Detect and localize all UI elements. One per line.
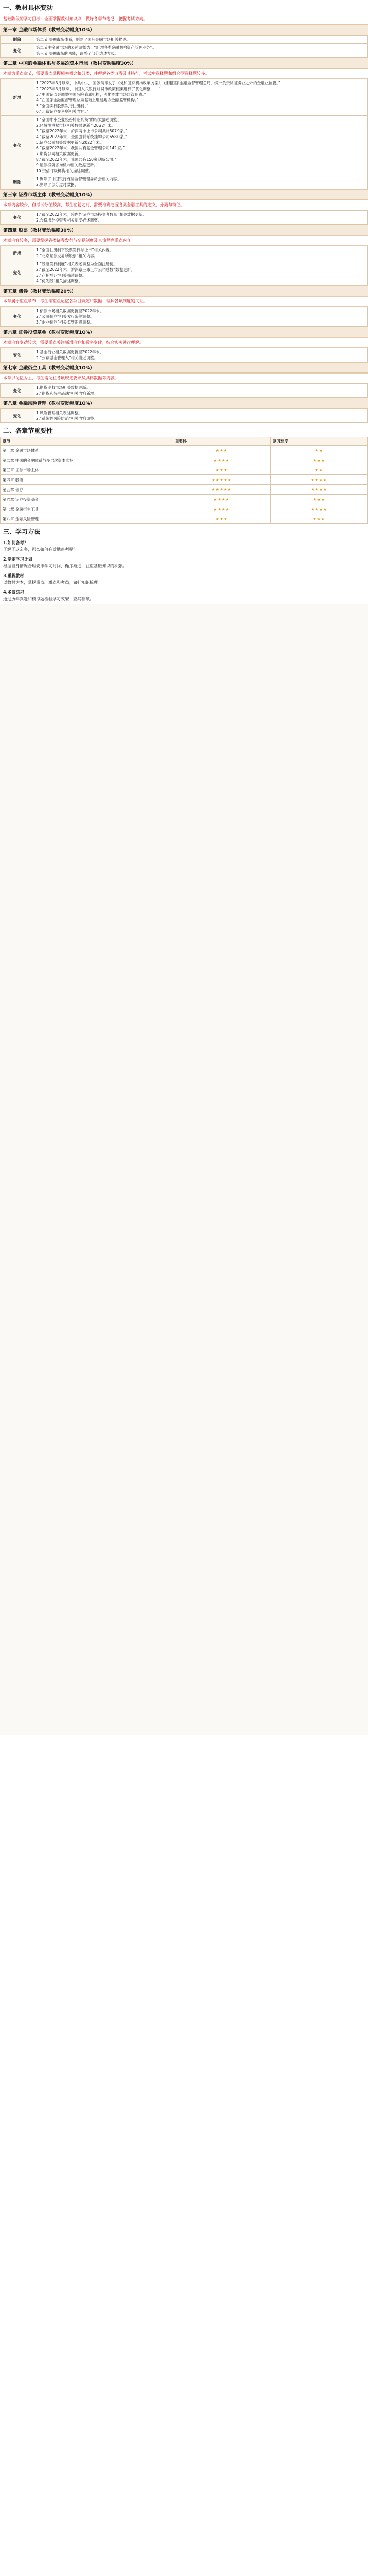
continuation-spacer bbox=[0, 604, 368, 613]
change-type: 变化 bbox=[1, 116, 34, 175]
qa-answer: 以教材为本，掌握重点、难点和考点，做好知识梳理。 bbox=[3, 580, 102, 585]
change-line: 2.“公司债券”相关发行条件调整。 bbox=[36, 314, 94, 319]
chapter-title: 第六章 证券投资基金（教材变动幅度10%） bbox=[0, 327, 368, 337]
importance-row bbox=[1, 475, 368, 485]
importance-chapter: 第二章 中国的金融体系与多层次资本市场 bbox=[1, 455, 173, 465]
difficulty-stars: ★★ bbox=[271, 446, 368, 455]
qa-question: 1.如何备考？ bbox=[3, 540, 28, 545]
change-line: 第二节中金融市场的表述调整为：“新增各类金融机构资产管理业务”。 bbox=[36, 45, 156, 50]
chapter-change-table bbox=[0, 246, 368, 285]
chapter-title: 第一章 金融市场体系（教材变动幅度10%） bbox=[0, 24, 368, 35]
change-type: 变化 bbox=[1, 211, 34, 225]
chapter-change-table bbox=[0, 210, 368, 225]
change-type: 删除 bbox=[1, 36, 34, 44]
change-line: 6.“截至2022年末，我国共有基金管理公司142家。” bbox=[36, 146, 125, 150]
change-row bbox=[1, 79, 368, 116]
importance-header-importance: 重要性 bbox=[173, 437, 271, 446]
importance-stars: ★★★★★ bbox=[173, 475, 271, 485]
change-line: 1.风险管理相关表述调整。 bbox=[36, 411, 82, 415]
change-type: 变化 bbox=[1, 409, 34, 423]
change-line: 1.“全面注册制下股票发行与上市”相关内容。 bbox=[36, 248, 113, 252]
change-row bbox=[1, 348, 368, 362]
importance-stars: ★★★★★ bbox=[173, 485, 271, 495]
difficulty-stars: ★★★ bbox=[271, 514, 368, 524]
change-type: 删除 bbox=[1, 175, 34, 189]
change-type: 变化 bbox=[1, 44, 34, 58]
importance-stars: ★★★★ bbox=[173, 455, 271, 465]
change-line: 5.“全面实行股票发行注册制。” bbox=[36, 104, 89, 108]
change-line: 7.期货公司相关数据更新。 bbox=[36, 151, 82, 156]
chapter-title: 第三章 证券市场主体（教材变动幅度10%） bbox=[0, 189, 368, 200]
change-line: 1.债券市场相关数据更新至2022年末。 bbox=[36, 309, 104, 313]
change-content bbox=[34, 246, 368, 260]
qa-list bbox=[0, 538, 368, 604]
importance-row bbox=[1, 446, 368, 455]
change-line: 1.基金行业相关数据更新至2022年末。 bbox=[36, 350, 104, 354]
change-content bbox=[34, 116, 368, 175]
change-line: 4.“截至2022年末，全国股转系统挂牌公司6580家。” bbox=[36, 134, 127, 139]
chapter-note: 本章以记忆为主，考生需记住各项规定要求及具体数据等内容。 bbox=[0, 373, 368, 383]
change-line: 5.证券公司相关数据更新至2022年末。 bbox=[36, 140, 104, 145]
importance-row bbox=[1, 465, 368, 475]
difficulty-stars: ★★ bbox=[271, 465, 368, 475]
page-continuation bbox=[0, 604, 368, 1735]
change-line: 1.“全国中小企业股份转让系统”的相关描述调整。 bbox=[36, 117, 121, 122]
change-row bbox=[1, 211, 368, 225]
chapter-note: 本章内容较多，需要掌握各类证券发行与交易制度及其流程等重点内容。 bbox=[0, 235, 368, 246]
difficulty-stars: ★★★★ bbox=[271, 485, 368, 495]
importance-chapter: 第一章 金融市场体系 bbox=[1, 446, 173, 455]
change-line: 3.“中国证监会调整为国务院直属机构，强化资本市场监管职责。” bbox=[36, 92, 146, 97]
change-line: 3.“存托凭证”相关描述调整。 bbox=[36, 273, 87, 278]
qa-answer: 根据自身情况合理安排学习时间，循序渐进，注重基础知识的积累。 bbox=[3, 564, 127, 568]
importance-table bbox=[0, 437, 368, 524]
difficulty-stars: ★★★★ bbox=[271, 504, 368, 514]
change-line: 1.“2023年3月以来，中共中央、国务院印发了《党和国家机构改革方案》，组建国家金融监督管理总局，统一负责除证券业之外的金融业监管。” bbox=[36, 81, 280, 86]
chapter-list bbox=[0, 24, 368, 423]
change-row bbox=[1, 384, 368, 398]
change-line: 第三节 金融市场的功能，调整了部分表述方式。 bbox=[36, 51, 119, 56]
change-type: 变化 bbox=[1, 307, 34, 327]
importance-stars: ★★★★ bbox=[173, 495, 271, 504]
section3-title: 三、学习方法 bbox=[3, 528, 41, 535]
chapter-note: 本章内容较少，但考试分值较高，考生在复习时，需要准确把握各类金融工具的定义、分类与特征。 bbox=[0, 200, 368, 210]
qa-item bbox=[0, 571, 368, 587]
chapter-title: 第四章 股票（教材变动幅度30%） bbox=[0, 225, 368, 235]
importance-chapter: 第八章 金融风险管理 bbox=[1, 514, 173, 524]
study-note: 基础阶段的学习目标：全面掌握教材知识点，做好各章节笔记，把握考试方向。 bbox=[0, 14, 368, 24]
qa-item bbox=[0, 587, 368, 604]
change-line: 1.“截至2022年末，境内外证券市场投资者数量”相关数据更新。 bbox=[36, 212, 147, 217]
change-line: 1.期货期权市场相关数据更新。 bbox=[36, 385, 90, 390]
difficulty-stars: ★★★ bbox=[271, 495, 368, 504]
change-line: 第二节 金融市场体系，删除了国际金融市场相关描述。 bbox=[36, 37, 130, 42]
section1-title: 一、教材具体变动 bbox=[3, 4, 53, 11]
change-content bbox=[34, 348, 368, 362]
change-line: 1.删除了中国银行保险监督管理委员会相关内容。 bbox=[36, 177, 121, 181]
change-line: 10.资信评级机构相关描述调整。 bbox=[36, 168, 93, 173]
change-row bbox=[1, 175, 368, 189]
importance-chapter: 第七章 金融衍生工具 bbox=[1, 504, 173, 514]
chapter-title: 第八章 金融风险管理（教材变动幅度10%） bbox=[0, 398, 368, 409]
change-row bbox=[1, 116, 368, 175]
qa-item bbox=[0, 554, 368, 571]
importance-row bbox=[1, 485, 368, 495]
change-line: 2.“期货和衍生品法”相关内容新增。 bbox=[36, 391, 98, 396]
change-content bbox=[34, 44, 368, 58]
change-line: 4.“优先股”相关描述调整。 bbox=[36, 279, 82, 283]
change-row bbox=[1, 36, 368, 44]
importance-row bbox=[1, 514, 368, 524]
change-line: 1.“股票发行制度”相关表述调整为全面注册制。 bbox=[36, 262, 118, 266]
change-content bbox=[34, 409, 368, 423]
change-line: 2.删除了部分过时数据。 bbox=[36, 182, 79, 187]
importance-stars: ★★★ bbox=[173, 465, 271, 475]
change-line: 2.区域性股权市场相关数据更新至2022年末。 bbox=[36, 123, 115, 128]
change-line: 2.“北京证券交易所股票”相关内容。 bbox=[36, 253, 98, 258]
change-line: 6.“北京证券交易所相关内容。” bbox=[36, 109, 89, 114]
chapter-change-table bbox=[0, 409, 368, 423]
change-type: 变化 bbox=[1, 384, 34, 398]
change-line: 2.“系统性风险防范”相关内容调整。 bbox=[36, 416, 98, 421]
qa-item bbox=[0, 538, 368, 554]
change-content bbox=[34, 211, 368, 225]
importance-stars: ★★★ bbox=[173, 514, 271, 524]
importance-chapter: 第五章 债券 bbox=[1, 485, 173, 495]
qa-question: 4.多做练习 bbox=[3, 590, 24, 595]
section2-title: 二、各章节重要性 bbox=[3, 427, 53, 434]
change-line: 3.“截至2022年末，沪深两市上市公司共计5079家。” bbox=[36, 129, 127, 133]
importance-row bbox=[1, 495, 368, 504]
change-row bbox=[1, 260, 368, 285]
chapter-title: 第二章 中国的金融体系与多层次资本市场（教材变动幅度30%） bbox=[0, 58, 368, 69]
chapter-title: 第五章 债券（教材变动幅度20%） bbox=[0, 285, 368, 296]
change-content bbox=[34, 260, 368, 285]
importance-chapter: 第三章 证券市场主体 bbox=[1, 465, 173, 475]
chapter-change-table bbox=[0, 348, 368, 362]
qa-question: 2.制定学习计划 bbox=[3, 557, 32, 562]
change-type: 变化 bbox=[1, 260, 34, 285]
change-row bbox=[1, 44, 368, 58]
importance-stars: ★★★ bbox=[173, 446, 271, 455]
importance-row bbox=[1, 504, 368, 514]
importance-chapter: 第四章 股票 bbox=[1, 475, 173, 485]
change-row bbox=[1, 409, 368, 423]
chapter-change-table bbox=[0, 383, 368, 398]
chapter-note: 本章内容变动较大，需要重点关注新增内容和数字变化，结合实务进行理解。 bbox=[0, 337, 368, 348]
importance-row bbox=[1, 455, 368, 465]
change-line: 2.“公募基金管理人”相关描述调整。 bbox=[36, 355, 98, 360]
change-content bbox=[34, 175, 368, 189]
change-type: 新增 bbox=[1, 79, 34, 116]
change-line: 2.“截至2022年末，沪深京三市上市公司总数”数据更新。 bbox=[36, 267, 135, 272]
change-line: 9.证券投资咨询机构相关数据更新。 bbox=[36, 163, 98, 167]
change-row bbox=[1, 307, 368, 327]
chapter-change-table bbox=[0, 35, 368, 58]
chapter-title: 第七章 金融衍生工具（教材变动幅度10%） bbox=[0, 362, 368, 373]
importance-header-chapter: 章节 bbox=[1, 437, 173, 446]
chapter-note: 本章属于重点章节，考生需重点记忆各项目规定和数据，理解各项制度的关系。 bbox=[0, 296, 368, 307]
chapter-note: 本章为重点章节，需要重点掌握相关概念和分类，并理解各类证券及其特征，考试中选择题和组合型选择题较多。 bbox=[0, 69, 368, 79]
qa-answer: 了解了这么多，那么如何有效地备考呢？ bbox=[3, 547, 77, 552]
importance-stars: ★★★★ bbox=[173, 504, 271, 514]
change-content bbox=[34, 307, 368, 327]
change-content bbox=[34, 36, 368, 44]
chapter-change-table bbox=[0, 79, 368, 189]
change-type: 变化 bbox=[1, 348, 34, 362]
importance-chapter: 第六章 证券投资基金 bbox=[1, 495, 173, 504]
change-line: 2.合格境外投资者相关制度描述调整。 bbox=[36, 218, 102, 223]
chapter-change-table bbox=[0, 307, 368, 327]
difficulty-stars: ★★★★ bbox=[271, 475, 368, 485]
qa-answer: 通过历年真题和模拟题检验学习效果，查漏补缺。 bbox=[3, 597, 94, 601]
change-type: 新增 bbox=[1, 246, 34, 260]
importance-header-difficulty: 复习难度 bbox=[271, 437, 368, 446]
change-line: 4.“在国家金融监督管理总局基础上组建地方金融监管机构。” bbox=[36, 98, 139, 103]
change-line: 2.“2023年3月以来，中国人民银行对货币政策框架进行了优化调整……” bbox=[36, 87, 161, 91]
qa-question: 3.重视教材 bbox=[3, 573, 24, 578]
change-content bbox=[34, 384, 368, 398]
change-content bbox=[34, 79, 368, 116]
change-row bbox=[1, 246, 368, 260]
change-line: 3.“企业债券”相关监管职责调整。 bbox=[36, 320, 94, 325]
difficulty-stars: ★★★ bbox=[271, 455, 368, 465]
change-line: 8.“截至2022年末，我国共有150家期货公司。” bbox=[36, 157, 118, 162]
